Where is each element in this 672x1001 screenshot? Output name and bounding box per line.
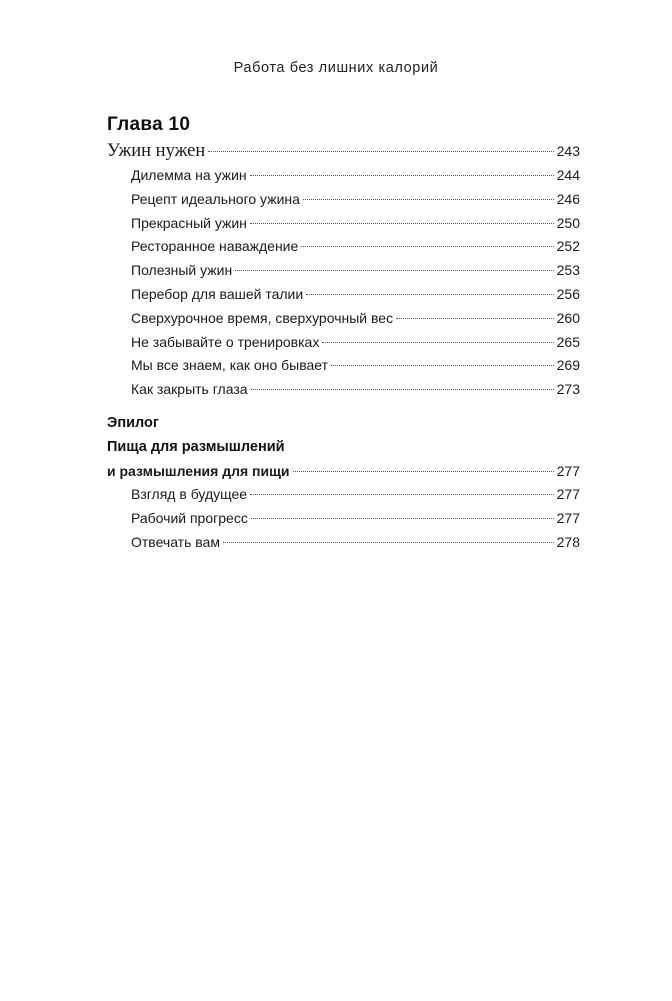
toc-entry-page: 265 (556, 333, 580, 350)
toc-entry-page: 260 (556, 309, 580, 326)
running-head: Работа без лишних калорий (233, 60, 439, 76)
toc-entry-epilogue-title (107, 460, 580, 484)
toc-entry-page: 252 (556, 238, 580, 255)
dot-leader (293, 471, 554, 472)
toc-entry-title: Дилемма на ужин (131, 167, 247, 183)
toc-entry-title: Полезный ужин (131, 262, 233, 279)
toc-entry (107, 235, 580, 259)
toc-entry-title: Как закрыть глаза (131, 381, 248, 398)
dot-leader (208, 151, 553, 152)
toc-entry-title: Рабочий прогресс (131, 510, 248, 527)
dot-leader (303, 199, 554, 200)
toc-entry-title: Не забывайте о тренировках (131, 333, 320, 350)
epilogue-label: Эпилог (107, 414, 159, 431)
toc-entry-page: 277 (556, 510, 580, 527)
toc-entry-page: 253 (556, 262, 580, 279)
toc-entry-title: Прекрасный ужин (131, 214, 247, 231)
toc-entry-page: 277 (556, 486, 580, 503)
dot-leader (223, 542, 554, 543)
toc-entry-title: Ресторанное наваждение (131, 238, 299, 255)
dot-leader (251, 518, 554, 519)
toc-entry-title: Ужин нужен (107, 141, 206, 161)
dot-leader (251, 389, 554, 390)
toc-entry-chapter-title (107, 138, 580, 164)
toc-entry-page: 278 (556, 533, 580, 550)
toc-entry (107, 259, 580, 283)
dot-leader (235, 270, 553, 271)
toc-entry (107, 483, 580, 507)
dot-leader (250, 494, 554, 495)
toc-entry (107, 354, 580, 378)
toc-entry (107, 531, 580, 555)
dot-leader (250, 175, 554, 176)
dot-leader (322, 342, 553, 343)
toc-entry-page: 246 (556, 190, 580, 207)
toc-entry (107, 307, 580, 331)
toc-entry-title: Взгляд в будущее (131, 486, 248, 503)
toc-entry-page: 244 (556, 167, 580, 183)
dot-leader (306, 294, 553, 295)
table-of-contents (107, 112, 580, 555)
toc-entry (107, 212, 580, 236)
toc-entry-page: 250 (556, 214, 580, 231)
toc-entry-page: 243 (556, 143, 580, 159)
toc-entry-title: Рецепт идеального ужина (131, 190, 300, 207)
chapter-heading: Глава 10 (107, 114, 191, 135)
toc-entry (107, 283, 580, 307)
toc-entry-title: Перебор для вашей талии (131, 285, 304, 302)
toc-entry-title: и размышления для пищи (107, 462, 290, 479)
dot-leader (301, 246, 553, 247)
toc-entry-page: 273 (556, 381, 580, 398)
dot-leader (331, 365, 554, 366)
dot-leader (250, 223, 554, 224)
toc-entry (107, 378, 580, 402)
toc-entry (107, 164, 580, 188)
toc-entry (107, 331, 580, 355)
toc-entry-title: Сверхурочное время, сверхурочный вес (131, 309, 394, 326)
toc-entry-title: Мы все знаем, как оно бывает (131, 357, 329, 374)
epilogue-title-line: Пища для размышлений (107, 438, 285, 455)
toc-entry (107, 507, 580, 531)
toc-entry-page: 256 (556, 285, 580, 302)
toc-entry-page: 269 (556, 357, 580, 374)
toc-entry-page: 277 (556, 462, 580, 479)
toc-entry-title: Отвечать вам (131, 533, 220, 550)
epilogue-section (107, 412, 580, 555)
dot-leader (396, 318, 554, 319)
toc-entry (107, 188, 580, 212)
